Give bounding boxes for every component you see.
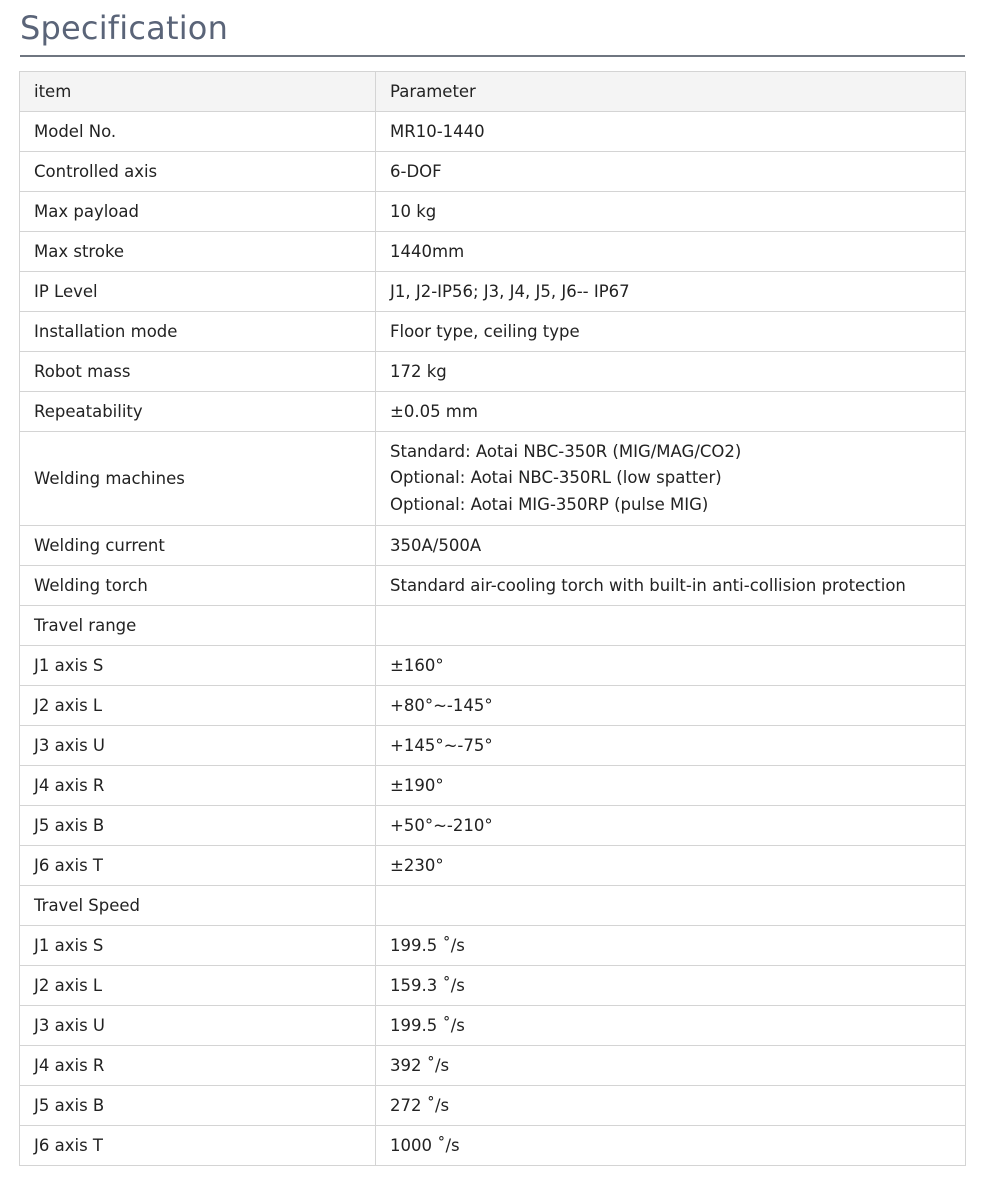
table-row — [20, 926, 966, 966]
table-row — [20, 766, 966, 806]
table-header-row — [20, 72, 966, 112]
row-value-multiline — [376, 432, 966, 526]
row-item: Welding machines — [20, 432, 376, 526]
welding-machine-line: Optional: Aotai MIG-350RP (pulse MIG) — [390, 494, 709, 514]
row-item: J1 axis S — [20, 646, 376, 686]
row-item: J3 axis U — [20, 726, 376, 766]
table-row — [20, 352, 966, 392]
table-row — [20, 886, 966, 926]
welding-machine-line: Optional: Aotai NBC-350RL (low spatter) — [390, 468, 722, 488]
row-item: Max payload — [20, 192, 376, 232]
row-item: Controlled axis — [20, 152, 376, 192]
table-row — [20, 112, 966, 152]
row-value: ±0.05 mm — [376, 392, 966, 432]
table-row — [20, 272, 966, 312]
row-item: Max stroke — [20, 232, 376, 272]
table-row — [20, 152, 966, 192]
row-item: Robot mass — [20, 352, 376, 392]
table-row — [20, 566, 966, 606]
table-row — [20, 726, 966, 766]
table-row — [20, 646, 966, 686]
row-value: 159.3 ˚/s — [376, 966, 966, 1006]
row-value: +80°~-145° — [376, 686, 966, 726]
row-value: MR10-1440 — [376, 112, 966, 152]
row-value — [376, 886, 966, 926]
row-item: J6 axis T — [20, 1126, 376, 1166]
table-row — [20, 1126, 966, 1166]
row-value: 1440mm — [376, 232, 966, 272]
column-header-parameter: Parameter — [376, 72, 966, 112]
row-value: 1000 ˚/s — [376, 1126, 966, 1166]
table-row — [20, 432, 966, 526]
row-value: J1, J2-IP56; J3, J4, J5, J6-- IP67 — [376, 272, 966, 312]
row-value: 350A/500A — [376, 526, 966, 566]
table-row — [20, 526, 966, 566]
row-value — [376, 606, 966, 646]
table-row — [20, 966, 966, 1006]
specification-table — [19, 71, 966, 1166]
table-row — [20, 606, 966, 646]
row-value: 172 kg — [376, 352, 966, 392]
row-item: J2 axis L — [20, 966, 376, 1006]
row-value: 199.5 ˚/s — [376, 1006, 966, 1046]
row-item: Repeatability — [20, 392, 376, 432]
row-item: Installation mode — [20, 312, 376, 352]
table-row — [20, 686, 966, 726]
column-header-item: item — [20, 72, 376, 112]
row-item: J4 axis R — [20, 1046, 376, 1086]
row-value: Floor type, ceiling type — [376, 312, 966, 352]
row-item: IP Level — [20, 272, 376, 312]
row-value: ±160° — [376, 646, 966, 686]
row-item: J4 axis R — [20, 766, 376, 806]
row-item: J5 axis B — [20, 806, 376, 846]
table-row — [20, 192, 966, 232]
row-item: J6 axis T — [20, 846, 376, 886]
table-row — [20, 1046, 966, 1086]
row-value: Standard air-cooling torch with built-in anti-collision protection — [376, 566, 966, 606]
row-item: Welding current — [20, 526, 376, 566]
welding-machine-line: Standard: Aotai NBC-350R (MIG/MAG/CO2) — [390, 441, 742, 461]
table-row — [20, 312, 966, 352]
row-value: ±190° — [376, 766, 966, 806]
row-item: Travel Speed — [20, 886, 376, 926]
row-item: Model No. — [20, 112, 376, 152]
table-row — [20, 846, 966, 886]
title-divider — [20, 55, 965, 57]
row-value: 392 ˚/s — [376, 1046, 966, 1086]
table-row — [20, 806, 966, 846]
row-value: 272 ˚/s — [376, 1086, 966, 1126]
row-value: ±230° — [376, 846, 966, 886]
row-value: 10 kg — [376, 192, 966, 232]
row-item: Travel range — [20, 606, 376, 646]
table-row — [20, 232, 966, 272]
row-value: 6-DOF — [376, 152, 966, 192]
page-title: Specification — [20, 9, 229, 47]
table-row — [20, 392, 966, 432]
row-item: J1 axis S — [20, 926, 376, 966]
table-row — [20, 1006, 966, 1046]
row-item: J2 axis L — [20, 686, 376, 726]
row-value: +50°~-210° — [376, 806, 966, 846]
row-item: J5 axis B — [20, 1086, 376, 1126]
row-value: 199.5 ˚/s — [376, 926, 966, 966]
row-value: +145°~-75° — [376, 726, 966, 766]
table-row — [20, 1086, 966, 1126]
row-item: J3 axis U — [20, 1006, 376, 1046]
row-item: Welding torch — [20, 566, 376, 606]
